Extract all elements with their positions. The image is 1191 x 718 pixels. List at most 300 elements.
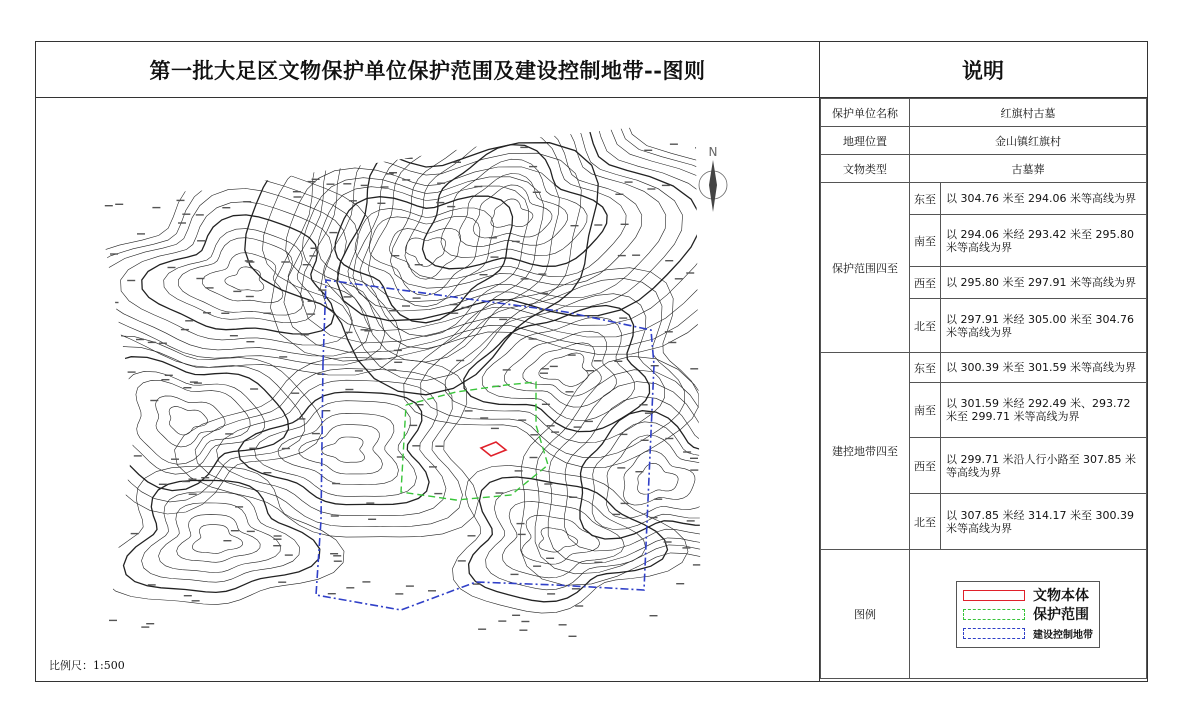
elevation-mark [327,184,335,185]
elevation-mark [491,428,499,429]
elevation-mark [127,280,135,281]
elevation-mark [496,492,504,493]
contour-line [624,451,695,506]
elevation-mark [303,264,311,265]
elevation-mark [468,535,476,536]
elevation-mark [307,313,315,314]
elevation-mark [196,278,204,279]
elevation-mark [550,366,558,367]
legend-text: 文物本体 [1033,588,1089,604]
elevation-mark [368,519,376,520]
elevation-mark [246,261,254,262]
elevation-mark [282,448,290,449]
contour-line [607,435,716,518]
elevation-mark [436,202,444,203]
elevation-mark [405,158,413,159]
map-title: 第一批大足区文物保护单位保护范围及建设控制地带--图则 [36,42,820,98]
elevation-mark [435,446,443,447]
contour-line [445,294,665,443]
elevation-mark [113,170,121,171]
elevation-mark [377,203,385,204]
elevation-mark [518,419,526,420]
elevation-mark [650,615,658,616]
elevation-mark [632,255,640,256]
elevation-mark [547,593,555,594]
contour-line [96,347,305,502]
elevation-mark [520,147,528,148]
protection-text: 以 304.76 米至 294.06 米等高线为界 [941,183,1147,215]
elevation-mark [670,144,678,145]
elevation-mark [311,248,319,249]
elevation-mark [308,181,316,182]
protection-text: 以 294.06 米经 293.42 米至 295.80 米等高线为界 [941,215,1147,267]
elevation-mark [512,615,520,616]
legend-box [956,581,1100,648]
elevation-mark [533,566,541,567]
protection-dir: 西至 [910,267,941,299]
elevation-mark [619,434,627,435]
elevation-mark [263,313,271,314]
elevation-mark [447,206,455,207]
elevation-mark [644,150,652,151]
elevation-mark [328,593,336,594]
protection-dir: 南至 [910,215,941,267]
elevation-mark [230,335,238,336]
elevation-mark [415,264,423,265]
elevation-mark [641,440,649,441]
unit-name-value: 红旗村古墓 [910,99,1147,127]
info-panel [820,98,1147,681]
elevation-mark [246,296,254,297]
protection-dir: 北至 [910,299,941,353]
elevation-mark [690,368,698,369]
elevation-mark [619,317,627,318]
contour-line [321,120,718,331]
elevation-mark [664,541,672,542]
elevation-mark [266,140,274,141]
elevation-mark [521,621,529,622]
unit-name-label: 保护单位名称 [821,99,910,127]
table-row [821,550,1147,679]
elevation-mark [148,342,156,343]
elevation-mark [329,232,337,233]
contour-line [238,392,429,505]
elevation-mark [297,418,305,419]
elevation-mark [115,204,123,205]
elevation-mark [568,354,576,355]
elevation-mark [412,445,420,446]
elevation-mark [465,410,473,411]
elevation-mark [233,291,241,292]
elevation-mark [255,152,263,153]
protection-text: 以 295.80 米至 297.91 米等高线为界 [941,267,1147,299]
elevation-mark [690,469,698,470]
elevation-mark [355,370,363,371]
elevation-mark [201,477,209,478]
elevation-mark [426,148,434,149]
contour-line [565,397,762,552]
elevation-mark [152,140,160,141]
contour-line [169,407,208,435]
elevation-mark [161,379,169,380]
elevation-mark [181,329,189,330]
control-dir: 北至 [910,494,941,550]
table-row [821,99,1147,127]
legend-text: 建设控制地带 [1033,629,1093,641]
contour-line [164,229,316,323]
elevation-mark [618,255,626,256]
elevation-mark [274,539,282,540]
protection-dir: 东至 [910,183,941,215]
contour-line [142,492,300,582]
elevation-mark [489,237,497,238]
contour-line [638,463,679,494]
elevation-mark [665,438,673,439]
elevation-mark [192,600,200,601]
elevation-mark [250,388,258,389]
legend-item-protection [963,605,1093,624]
contour-line [121,202,353,345]
elevation-mark [178,222,186,223]
elevation-mark [288,155,296,156]
control-zone-label: 建控地带四至 [821,353,910,550]
contour-line [335,196,513,323]
elevation-mark [571,225,579,226]
elevation-mark [429,466,437,467]
control-text: 以 300.39 米至 301.59 米等高线为界 [941,353,1147,383]
legend-text: 保护范围 [1033,607,1089,623]
contour-line [99,189,370,357]
elevation-mark [317,374,325,375]
elevation-mark [394,350,402,351]
elevation-mark [458,560,466,561]
elevation-mark [391,255,399,256]
elevation-mark [533,192,541,193]
control-text: 以 301.59 米经 292.49 米、293.72 米至 299.71 米等高线为界 [941,383,1147,438]
elevation-mark [682,547,690,548]
contour-line [539,528,578,552]
elevation-mark [393,155,401,156]
elevation-mark [225,433,233,434]
elevation-mark [131,533,139,534]
elevation-mark [594,360,602,361]
elevation-mark [301,334,309,335]
elevation-mark [128,371,136,372]
elevation-mark [274,535,282,536]
elevation-mark [569,636,577,637]
elevation-mark [141,626,149,627]
elevation-mark [312,179,320,180]
elevation-mark [366,502,374,503]
elevation-mark [345,389,353,390]
elevation-mark [621,503,629,504]
elevation-mark [518,534,526,535]
elevation-mark [293,191,301,192]
elevation-mark [247,531,255,532]
map-panel [36,98,820,681]
protection-range-label: 保护范围四至 [821,183,910,353]
scale-label: 比例尺：1:500 [49,659,125,672]
elevation-mark [331,515,339,516]
contour-line [106,357,288,491]
elevation-mark [456,360,464,361]
elevation-mark [137,233,145,234]
legend-item-relic [963,586,1093,605]
contour-line [299,425,383,475]
control-dir: 南至 [910,383,941,438]
elevation-mark [98,561,106,562]
elevation-mark [243,201,251,202]
control-text: 以 307.85 米经 314.17 米至 300.39 米等高线为界 [941,494,1147,550]
elevation-mark [168,267,176,268]
elevation-mark [586,370,594,371]
elevation-mark [503,369,511,370]
elevation-mark [182,214,190,215]
elevation-mark [478,629,486,630]
elevation-mark [517,523,525,524]
elevation-mark [437,183,445,184]
elevation-mark [294,196,302,197]
category-label: 文物类型 [821,155,910,183]
elevation-mark [416,404,424,405]
elevation-mark [279,356,287,357]
elevation-mark [530,457,538,458]
location-label: 地理位置 [821,127,910,155]
elevation-mark [389,172,397,173]
elevation-mark [546,558,554,559]
legend-label: 图例 [821,550,910,679]
control-text: 以 299.71 米沿人行小路至 307.85 米等高线为界 [941,438,1147,494]
elevation-mark [640,404,648,405]
elevation-mark [291,168,299,169]
elevation-mark [281,261,289,262]
elevation-mark [148,584,156,585]
elevation-mark [159,343,167,344]
elevation-mark [529,338,537,339]
elevation-mark [202,175,210,176]
contour-line [124,480,320,592]
elevation-mark [538,273,546,274]
elevation-mark [498,620,506,621]
elevation-mark [345,332,353,333]
contour-line [522,515,600,564]
elevation-mark [614,361,622,362]
contour-line [270,120,761,361]
contour-line [195,369,462,527]
elevation-mark [235,506,243,507]
elevation-mark [612,514,620,515]
elevation-mark [544,483,552,484]
elevation-mark [190,381,198,382]
elevation-mark [134,455,142,456]
elevation-mark [687,520,695,521]
elevation-mark [559,624,567,625]
info-table [820,98,1147,679]
elevation-mark [110,253,118,254]
elevation-mark [196,214,204,215]
elevation-mark [105,205,113,206]
elevation-mark [362,581,370,582]
contour-line [539,353,588,386]
elevation-mark [206,287,214,288]
elevation-mark [529,166,537,167]
elevation-mark [381,186,389,187]
elevation-mark [159,484,167,485]
control-dir: 西至 [910,438,941,494]
elevation-mark [662,185,670,186]
elevation-mark [394,362,402,363]
elevation-mark [111,302,119,303]
elevation-mark [345,144,353,145]
contour-line [459,174,568,247]
elevation-mark [540,293,548,294]
elevation-mark [165,375,173,376]
elevation-mark [184,595,192,596]
elevation-mark [249,448,257,449]
elevation-mark [540,373,548,374]
elevation-mark [635,471,643,472]
elevation-mark [97,298,105,299]
elevation-mark [361,185,369,186]
elevation-mark [322,410,330,411]
elevation-mark [693,564,701,565]
elevation-mark [615,194,623,195]
contour-line [322,437,365,462]
elevation-mark [193,187,201,188]
elevation-mark [668,342,676,343]
elevation-mark [480,417,488,418]
elevation-mark [189,479,197,480]
elevation-mark [428,590,436,591]
contour-line [505,331,617,407]
elevation-mark [406,585,414,586]
north-label: N [708,145,718,159]
elevation-mark [547,425,555,426]
elevation-mark [491,256,499,257]
elevation-mark [101,149,109,150]
elevation-mark [621,224,629,225]
location-value: 金山镇红旗村 [910,127,1147,155]
topographic-map [96,120,761,645]
elevation-mark [462,307,470,308]
table-row [821,353,1147,383]
elevation-mark [203,312,211,313]
elevation-mark [150,400,158,401]
elevation-mark [434,493,442,494]
elevation-mark [585,421,593,422]
elevation-mark [156,184,164,185]
elevation-mark [109,620,117,621]
elevation-mark [650,517,658,518]
table-row [821,127,1147,155]
elevation-mark [541,368,549,369]
elevation-mark [519,630,527,631]
elevation-mark [242,166,250,167]
elevation-mark [334,561,342,562]
elevation-mark [594,224,602,225]
elevation-mark [676,583,684,584]
contour-lines [96,120,761,613]
protection-range-boundary [401,382,548,500]
elevation-mark [572,588,580,589]
elevation-mark [480,274,488,275]
elevation-mark [183,387,191,388]
protection-text: 以 297.91 米经 305.00 米至 304.76 米等高线为界 [941,299,1147,353]
elevation-mark [675,278,683,279]
elevation-mark [499,319,507,320]
elevation-mark [402,305,410,306]
elevation-mark [413,297,421,298]
control-dir: 东至 [910,353,941,383]
elevation-mark [569,497,577,498]
elevation-mark [665,331,673,332]
elevation-mark [686,272,694,273]
elevation-mark [332,483,340,484]
table-row [821,183,1147,215]
elevation-mark [273,545,281,546]
contour-line [580,411,748,539]
elevation-mark [197,240,205,241]
elevation-mark [97,452,105,453]
elevation-mark [453,162,461,163]
table-row [821,155,1147,183]
contour-line [202,253,283,303]
elevation-mark [346,587,354,588]
elevation-mark [263,472,271,473]
contour-line [96,178,385,365]
elevation-mark [474,186,482,187]
elevation-mark [695,147,703,148]
elevation-mark [152,207,160,208]
contour-line [192,525,242,554]
category-value: 古墓葬 [910,155,1147,183]
elevation-mark [473,583,481,584]
elevation-mark [146,623,154,624]
elevation-mark [343,183,351,184]
elevation-mark [318,289,326,290]
elevation-mark [647,188,655,189]
north-arrow-icon [699,145,727,212]
contour-line [178,238,303,315]
elevation-mark [308,301,316,302]
elevation-mark [98,450,106,451]
elevation-mark [291,393,299,394]
elevation-mark [574,426,582,427]
elevation-mark [189,494,197,495]
elevation-mark [136,339,144,340]
elevation-mark [221,313,229,314]
elevation-mark [223,540,231,541]
elevation-mark [665,260,673,261]
elevation-mark [542,404,550,405]
elevation-mark [389,310,397,311]
elevation-mark [309,255,317,256]
elevation-mark [344,296,352,297]
contour-line [535,370,761,574]
contour-line [405,238,445,267]
relic-body-outline [481,442,506,456]
contour-line [523,343,601,396]
elevation-mark [109,409,117,410]
elevation-mark [177,200,185,201]
contour-line [353,120,683,311]
elevation-mark [333,555,341,556]
elevation-mark [278,155,286,156]
elevation-mark [594,562,602,563]
elevation-mark [386,173,394,174]
elevation-mark [654,499,662,500]
elevation-mark [171,459,179,460]
